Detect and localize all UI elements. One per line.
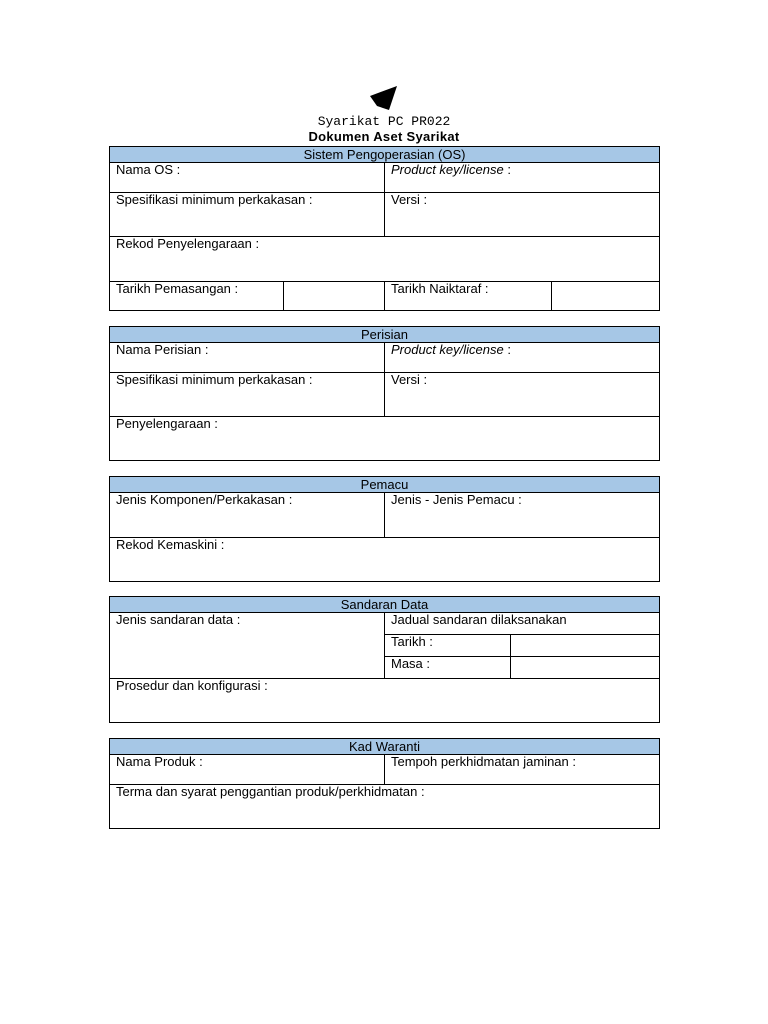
software-min-spec-field[interactable] xyxy=(110,373,385,417)
os-install-date-label: Tarikh Pemasangan : xyxy=(110,282,284,311)
backup-type-label: Jenis sandaran data : xyxy=(116,612,241,627)
os-install-date-input[interactable] xyxy=(284,282,385,311)
software-min-spec-label: Spesifikasi minimum perkakasan : xyxy=(116,372,313,387)
document-title: Dokumen Aset Syarikat xyxy=(308,129,460,144)
software-name-field[interactable] xyxy=(110,343,385,373)
os-upgrade-date-label: Tarikh Naiktaraf : xyxy=(385,282,552,311)
software-maintenance-field[interactable] xyxy=(110,417,660,461)
os-min-spec-field[interactable] xyxy=(110,193,385,237)
software-product-key-label: Product key/license xyxy=(391,342,504,357)
os-min-spec-label: Spesifikasi minimum perkakasan : xyxy=(116,192,313,207)
os-section-heading: Sistem Pengoperasian (OS) xyxy=(110,147,660,163)
warranty-terms-label: Terma dan syarat penggantian produk/perkhidmatan : xyxy=(116,784,425,799)
warranty-terms-field[interactable] xyxy=(110,785,660,829)
software-version-field[interactable] xyxy=(385,373,660,417)
driver-types-field[interactable] xyxy=(385,493,660,538)
driver-types-label: Jenis - Jenis Pemacu : xyxy=(391,492,522,507)
os-upgrade-date-input[interactable] xyxy=(552,282,660,311)
software-maintenance-label: Penyelengaraan : xyxy=(116,416,218,431)
software-section-heading: Perisian xyxy=(110,327,660,343)
os-product-key-field[interactable] xyxy=(385,163,660,193)
backup-type-field[interactable] xyxy=(110,613,385,679)
backup-time-label: Masa : xyxy=(385,657,511,679)
warranty-period-label: Tempoh perkhidmatan jaminan : xyxy=(391,754,576,769)
os-maintenance-field[interactable] xyxy=(110,237,660,282)
backup-schedule-label: Jadual sandaran dilaksanakan xyxy=(385,613,660,635)
os-maintenance-label: Rekod Penyelengaraan : xyxy=(116,236,260,251)
os-name-label: Nama OS : xyxy=(116,162,181,177)
software-product-key-colon: : xyxy=(503,342,511,357)
driver-update-record-field[interactable] xyxy=(110,538,660,582)
company-name: Syarikat PC PR022 xyxy=(317,114,451,129)
os-version-field[interactable] xyxy=(385,193,660,237)
software-section xyxy=(109,326,660,461)
os-product-key-label: Product key/license xyxy=(391,162,504,177)
warranty-section xyxy=(109,738,660,829)
driver-update-record-label: Rekod Kemaskini : xyxy=(116,537,225,552)
backup-procedure-field[interactable] xyxy=(110,679,660,723)
driver-component-field[interactable] xyxy=(110,493,385,538)
driver-section-heading: Pemacu xyxy=(110,477,660,493)
os-name-field[interactable] xyxy=(110,163,385,193)
backup-section-heading: Sandaran Data xyxy=(110,597,660,613)
backup-date-label: Tarikh : xyxy=(385,635,511,657)
os-product-key-colon: : xyxy=(503,162,511,177)
logo-icon xyxy=(369,86,399,114)
backup-procedure-label: Prosedur dan konfigurasi : xyxy=(116,678,268,693)
software-version-label: Versi : xyxy=(391,372,428,387)
software-product-key-field[interactable] xyxy=(385,343,660,373)
warranty-product-label: Nama Produk : xyxy=(116,754,203,769)
warranty-product-field[interactable] xyxy=(110,755,385,785)
driver-component-label: Jenis Komponen/Perkakasan : xyxy=(116,492,293,507)
software-name-label: Nama Perisian : xyxy=(116,342,209,357)
os-version-label: Versi : xyxy=(391,192,428,207)
backup-date-input[interactable] xyxy=(511,635,660,657)
warranty-period-field[interactable] xyxy=(385,755,660,785)
backup-time-input[interactable] xyxy=(511,657,660,679)
driver-section xyxy=(109,476,660,582)
warranty-section-heading: Kad Waranti xyxy=(110,739,660,755)
backup-section xyxy=(109,596,660,723)
os-section xyxy=(109,146,660,311)
